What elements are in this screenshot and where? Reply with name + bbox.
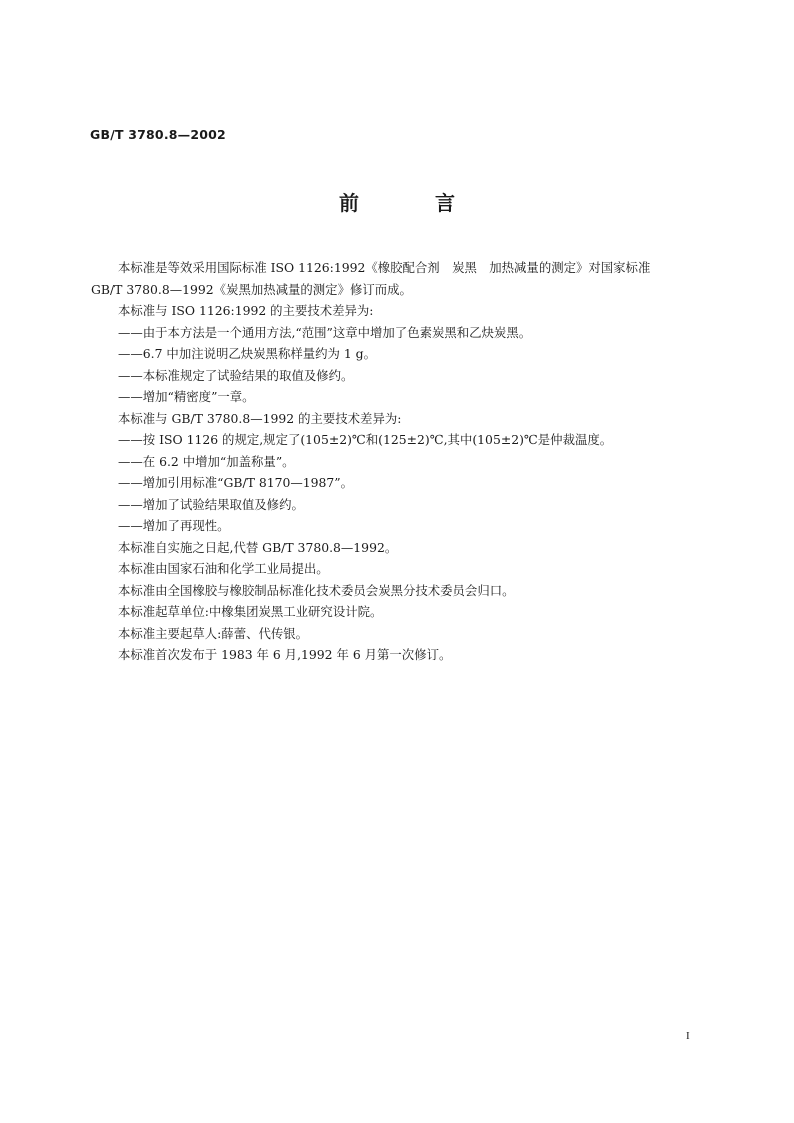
paragraph-proposed-by: 本标准由国家石油和化学工业局提出。 (118, 561, 329, 576)
paragraph-iso-differences-intro: 本标准与 ISO 1126:1992 的主要技术差异为: (118, 303, 374, 318)
list-item: ——增加了再现性。 (118, 518, 230, 533)
foreword-body (91, 257, 708, 666)
list-item: ——本标准规定了试验结果的取值及修约。 (118, 367, 354, 383)
paragraph-adoption-line-1: 本标准是等效采用国际标准 ISO 1126:1992《橡胶配合剂 炭黑 加热减量的测定》对国家标准 (118, 260, 651, 275)
paragraph-gbt-differences-intro: 本标准与 GB/T 3780.8—1992 的主要技术差异为: (118, 410, 402, 426)
paragraph-replaces: 本标准自实施之日起,代替 GB/T 3780.8—1992。 (118, 539, 398, 555)
list-item: ——由于本方法是一个通用方法,“范围”这章中增加了色素炭黑和乙炔炭黑。 (118, 324, 532, 340)
paragraph-drafting-unit: 本标准起草单位:中橡集团炭黑工业研究设计院。 (118, 604, 383, 619)
standard-number: GB/T 3780.8—2002 (90, 127, 226, 142)
list-item: ——增加“精密度”一章。 (118, 389, 255, 404)
page-title (0, 187, 794, 216)
page-number: I (686, 1030, 690, 1042)
list-item: ——增加引用标准“GB/T 8170—1987”。 (118, 475, 354, 490)
list-item: ——6.7 中加注说明乙炔炭黑称样量约为 1 g。 (118, 346, 376, 361)
list-item: ——在 6.2 中增加“加盖称量”。 (118, 453, 295, 469)
list-item: ——增加了试验结果取值及修约。 (118, 496, 304, 512)
list-item: ——按 ISO 1126 的规定,规定了(105±2)℃和(125±2)℃,其中(105±2)℃是仲裁温度。 (118, 432, 613, 447)
paragraph-drafters: 本标准主要起草人:薛蕾、代传银。 (118, 625, 309, 641)
paragraph-adoption-line-2: GB/T 3780.8—1992《炭黑加热减量的测定》修订而成。 (91, 281, 412, 297)
paragraph-publication-history: 本标准首次发布于 1983 年 6 月,1992 年 6 月第一次修订。 (118, 647, 452, 662)
paragraph-responsible-committee: 本标准由全国橡胶与橡胶制品标准化技术委员会炭黑分技术委员会归口。 (118, 582, 515, 598)
title-char-2: 言 (435, 191, 455, 215)
title-char-1: 前 (339, 191, 359, 215)
